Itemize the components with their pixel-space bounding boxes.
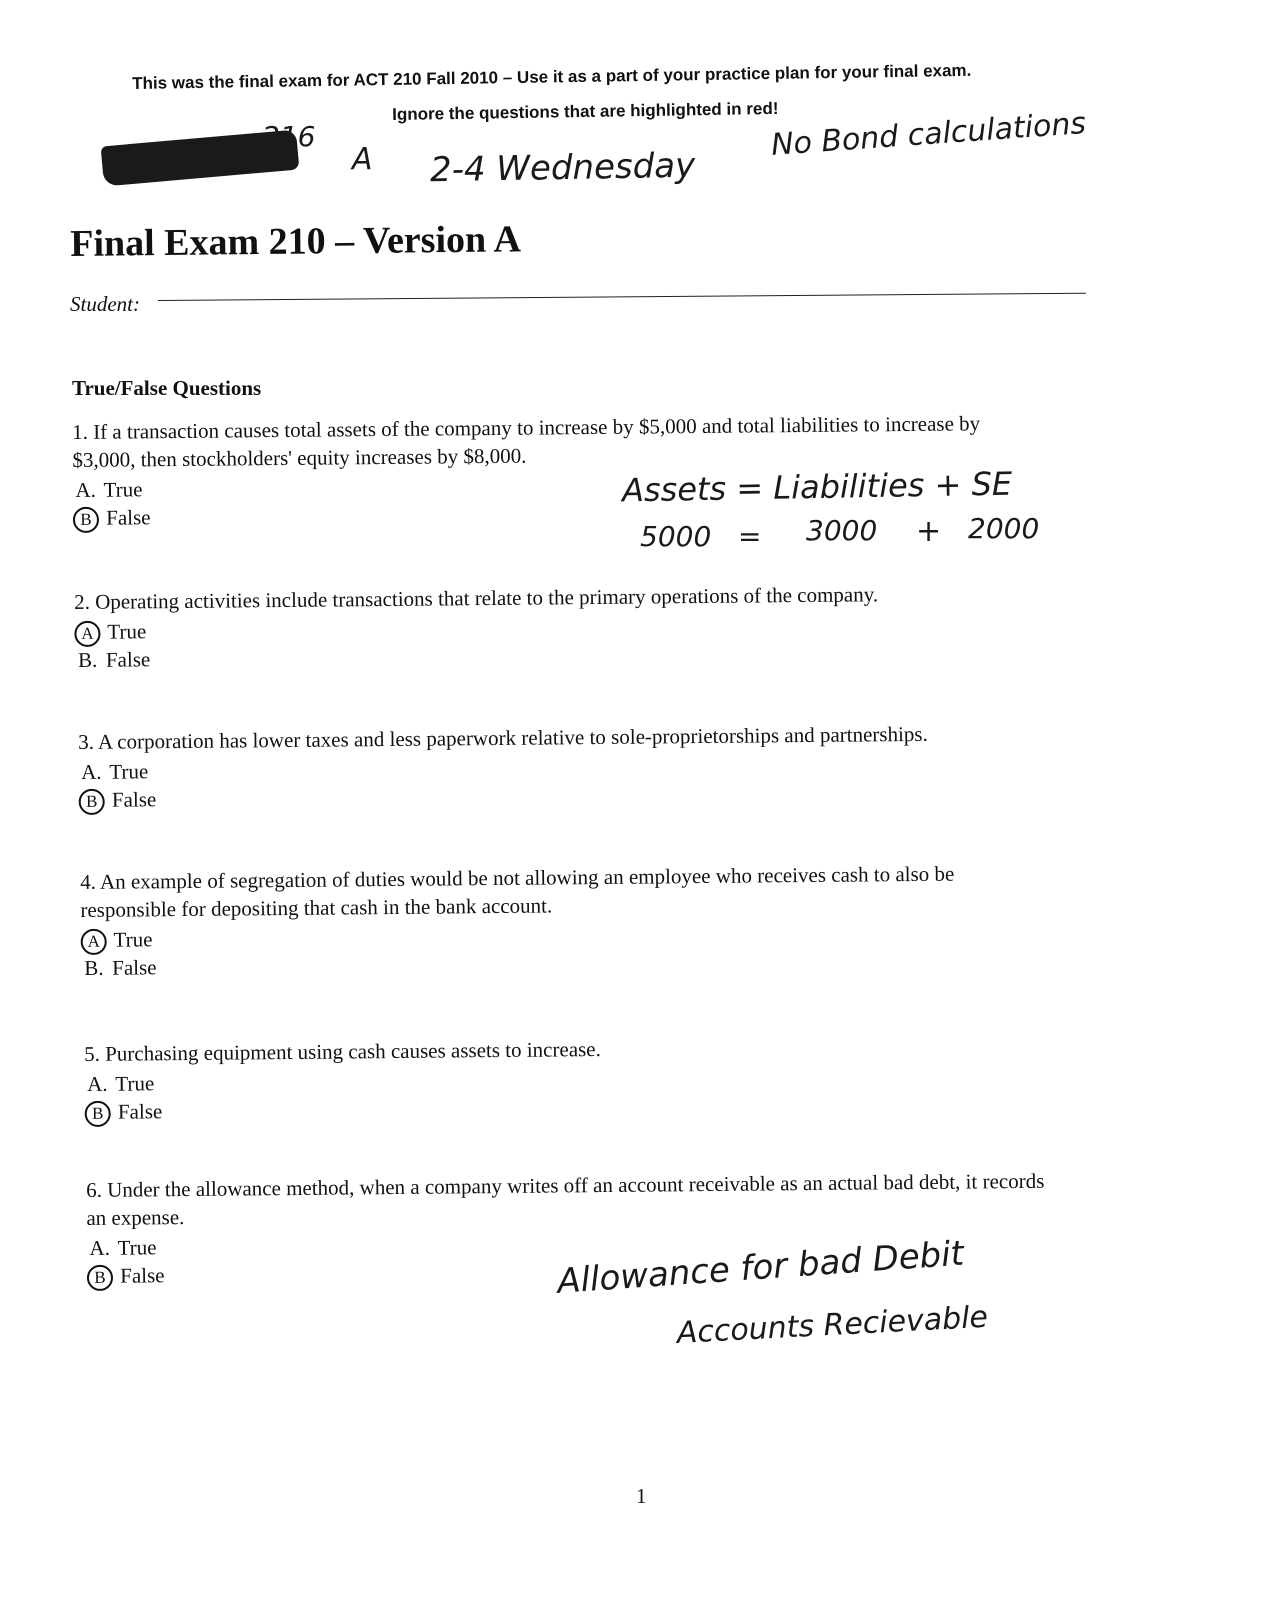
option-marker: B. xyxy=(77,647,98,672)
question-3 xyxy=(78,718,1159,814)
option-label: False xyxy=(117,1099,163,1124)
question-text-line: 2. Operating activities include transactions that relate to the primary operations of the company. xyxy=(74,582,879,614)
student-name-line[interactable] xyxy=(158,293,1086,301)
option-marker: A. xyxy=(81,759,102,784)
selected-circle: A xyxy=(74,621,100,647)
option-label: False xyxy=(111,787,157,812)
option-marker: A. xyxy=(87,1071,108,1096)
section-heading: True/False Questions xyxy=(72,376,262,400)
option-label: False xyxy=(120,1263,165,1288)
option-marker: B. xyxy=(84,955,104,980)
question-text-line: 4. An example of segregation of duties would be not allowing an employee who receives cash to also be xyxy=(80,861,955,894)
handwritten-version: A xyxy=(352,142,373,177)
option-marker: A. xyxy=(75,477,97,502)
handwritten-eq-se: 2000 xyxy=(968,512,1040,545)
option-label: False xyxy=(112,955,157,980)
page-title: Final Exam 210 – Version A xyxy=(70,218,522,265)
question-text xyxy=(80,858,1160,924)
option-label: False xyxy=(106,505,151,530)
handwritten-eq-liabilities: 3000 xyxy=(806,514,878,547)
student-label: Student: xyxy=(70,292,140,316)
notice-line-1: This was the final exam for ACT 210 Fall 2010 – Use it as a part of your practice plan for your final exam. xyxy=(132,60,972,93)
handwritten-code: 216 xyxy=(262,120,316,153)
selected-circle: A xyxy=(81,929,107,955)
selected-circle: B xyxy=(73,507,99,533)
option-label: True xyxy=(107,619,147,644)
option-marker: A. xyxy=(89,1235,111,1260)
handwritten-note-allowance: Allowance for bad Debit xyxy=(556,1233,966,1302)
handwritten-equation-line-1: Assets = Liabilities + SE xyxy=(621,464,1013,510)
option-label: True xyxy=(117,1235,157,1260)
handwritten-note-accounts: Accounts Recievable xyxy=(676,1299,989,1351)
question-4 xyxy=(80,858,1161,982)
question-text xyxy=(86,1165,1216,1232)
question-text-line: 1. If a transaction causes total assets of the company to increase by $5,000 and total liabilities to increase by xyxy=(72,411,981,444)
question-text-line: responsible for depositing that cash in the bank account. xyxy=(80,893,553,922)
selected-circle: B xyxy=(87,1265,113,1291)
option-label: True xyxy=(115,1071,155,1096)
handwritten-eq-assets: 5000 xyxy=(640,520,712,553)
option-label: True xyxy=(103,477,143,502)
question-text-line: 6. Under the allowance method, when a company writes off an account receivable as an actual bad debt, it records xyxy=(86,1168,1045,1202)
question-text-line: an expense. xyxy=(86,1205,185,1230)
question-text-line: $3,000, then stockholders' equity increases by $8,000. xyxy=(72,443,527,472)
handwritten-eq-plus: + xyxy=(916,514,942,549)
selected-circle: B xyxy=(85,1101,111,1127)
option-label: True xyxy=(109,759,149,784)
question-5 xyxy=(84,1030,1165,1126)
notice-line-2: Ignore the questions that are highlighted in red! xyxy=(392,98,779,124)
option-label: False xyxy=(105,647,151,672)
option-label: True xyxy=(113,927,153,952)
selected-circle: B xyxy=(79,789,105,815)
question-text-line: 3. A corporation has lower taxes and less paperwork relative to sole-proprietorships and partnerships. xyxy=(78,721,928,754)
question-text-line: 5. Purchasing equipment using cash causes assets to increase. xyxy=(84,1037,601,1066)
handwritten-bond-note: No Bond calculations xyxy=(770,105,1088,163)
handwritten-schedule: 2-4 Wednesday xyxy=(429,145,696,191)
question-2 xyxy=(74,578,1155,674)
page-number: 1 xyxy=(636,1484,647,1508)
handwritten-eq-equals: = xyxy=(738,520,762,553)
